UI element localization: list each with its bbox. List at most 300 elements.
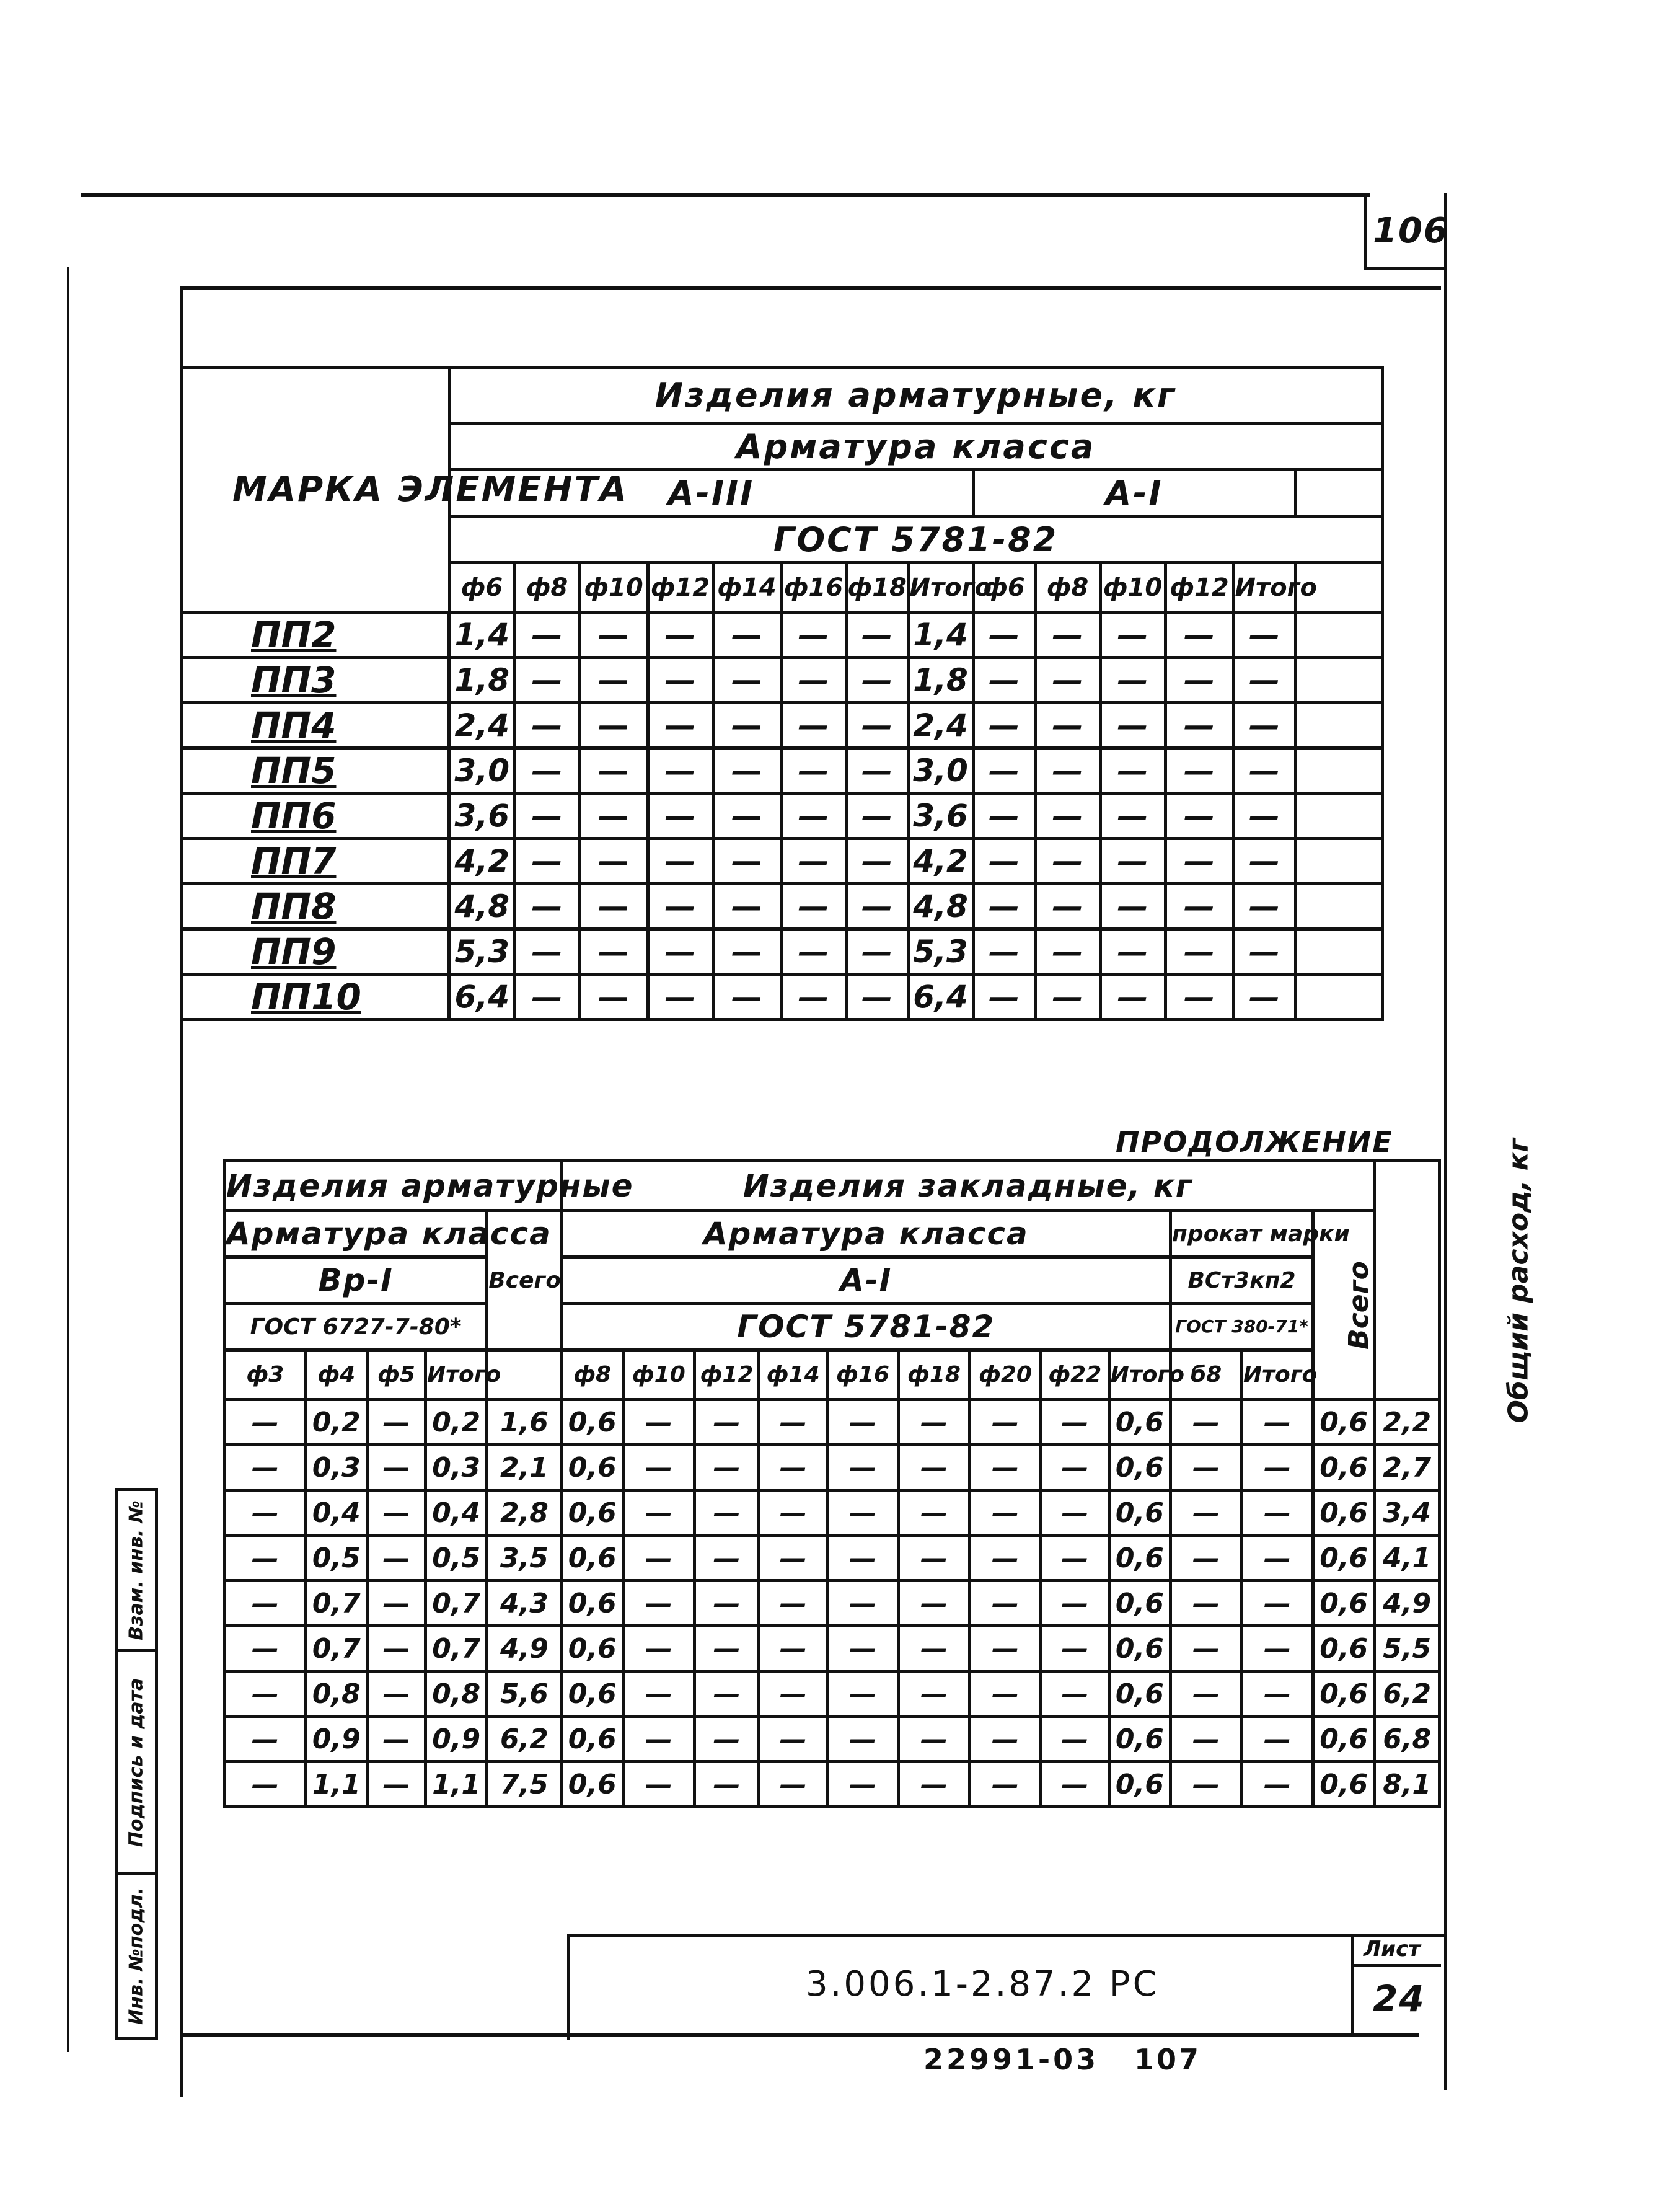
table-cell: 0,6 <box>562 1626 623 1671</box>
table-cell: 0,7 <box>426 1581 487 1626</box>
table-cell: — <box>514 613 579 658</box>
table-cell: — <box>648 703 713 748</box>
table-cell: — <box>1100 975 1165 1020</box>
class-header: Арматура класса <box>449 423 1382 470</box>
document-code: 3.006.1-2.87.2 РС <box>806 1964 1160 2004</box>
rebar-table-top <box>183 366 1384 1021</box>
table-cell: — <box>827 1717 899 1762</box>
element-mark: ПП5 <box>183 748 449 794</box>
table-cell: — <box>759 1400 827 1445</box>
table-cell: — <box>1041 1400 1109 1445</box>
table-cell: — <box>579 658 648 703</box>
table-cell: — <box>1242 1626 1313 1671</box>
footer-page-number: 107 <box>1134 2043 1202 2076</box>
table-cell: — <box>694 1490 759 1536</box>
table-cell: — <box>827 1626 899 1671</box>
table-cell: 0,6 <box>1313 1762 1374 1807</box>
element-mark: ПП8 <box>183 884 449 929</box>
gost-header: ГОСТ 5781-82 <box>449 516 1382 563</box>
table-cell: 0,6 <box>562 1717 623 1762</box>
table-cell: — <box>1171 1490 1242 1536</box>
table-cell: — <box>1100 748 1165 794</box>
table-cell: 1,8 <box>908 658 973 703</box>
table-cell: — <box>1041 1536 1109 1581</box>
table-cell: 7,5 <box>487 1762 562 1807</box>
left-class-value: Вр-I <box>225 1257 487 1304</box>
table-row <box>225 1445 1440 1490</box>
table-row <box>183 929 1382 975</box>
diameter-header: ф12 <box>1165 563 1233 613</box>
table-cell: — <box>970 1762 1041 1807</box>
table-cell: 0,6 <box>1313 1671 1374 1717</box>
left-gost: ГОСТ 6727-7-80* <box>225 1304 487 1350</box>
table-cell: 0,6 <box>1109 1762 1170 1807</box>
table-cell: — <box>1242 1445 1313 1490</box>
table-cell: — <box>759 1626 827 1671</box>
table-cell: — <box>579 703 648 748</box>
element-mark: ПП9 <box>183 929 449 975</box>
table-cell: — <box>1233 703 1295 748</box>
table-cell: 0,6 <box>1313 1400 1374 1445</box>
prokat-col-header: б8 <box>1171 1350 1242 1400</box>
diameter-header: ф10 <box>579 563 648 613</box>
empty-cell <box>1295 929 1382 975</box>
element-mark: ПП3 <box>183 658 449 703</box>
table-cell: 2,2 <box>1375 1400 1440 1445</box>
table-cell: — <box>1035 884 1100 929</box>
element-mark: ПП4 <box>183 703 449 748</box>
diameter-header: ф6 <box>973 563 1035 613</box>
vsego-left: Всего <box>487 1211 562 1350</box>
table-cell: — <box>514 975 579 1020</box>
table-cell: 3,5 <box>487 1536 562 1581</box>
table-row <box>225 1671 1440 1717</box>
table-cell: — <box>1233 839 1295 884</box>
table-cell: — <box>1165 703 1233 748</box>
table-row <box>225 1626 1440 1671</box>
table-row <box>183 794 1382 839</box>
table-cell: 0,6 <box>562 1762 623 1807</box>
table-cell: 1,4 <box>449 613 514 658</box>
table-cell: 6,8 <box>1375 1717 1440 1762</box>
diameter-header: Итого <box>908 563 973 613</box>
diameter-header: Итого <box>1233 563 1295 613</box>
table-cell: — <box>225 1762 306 1807</box>
table-cell: 0,7 <box>306 1626 367 1671</box>
table-cell: — <box>899 1400 970 1445</box>
right-class-value: А-I <box>562 1257 1170 1304</box>
table-cell: — <box>781 613 846 658</box>
archive-number: 22991-03 <box>923 2043 1099 2076</box>
table-cell: 1,6 <box>487 1400 562 1445</box>
table-cell: 0,4 <box>426 1490 487 1536</box>
table-cell: — <box>1233 884 1295 929</box>
table-cell: — <box>846 658 908 703</box>
table-row <box>183 884 1382 929</box>
table-cell: — <box>1242 1762 1313 1807</box>
table-cell: 0,3 <box>306 1445 367 1490</box>
table-cell: 4,1 <box>1375 1536 1440 1581</box>
frame-right-line <box>1444 193 1447 2090</box>
table-cell: — <box>1165 613 1233 658</box>
table-cell: 5,6 <box>487 1671 562 1717</box>
table-cell: — <box>648 794 713 839</box>
table-cell: 0,6 <box>562 1536 623 1581</box>
table-cell: — <box>579 613 648 658</box>
table-cell: 2,4 <box>908 703 973 748</box>
table-cell: — <box>970 1400 1041 1445</box>
table-cell: — <box>970 1445 1041 1490</box>
table-cell: — <box>899 1536 970 1581</box>
table-cell: — <box>1100 613 1165 658</box>
right-class-header: Арматура класса <box>562 1211 1170 1257</box>
table-cell: 4,2 <box>908 839 973 884</box>
table-cell: — <box>1242 1581 1313 1626</box>
element-mark: ПП6 <box>183 794 449 839</box>
table-cell: — <box>846 839 908 884</box>
table-cell: — <box>367 1717 425 1762</box>
table-cell: — <box>1100 703 1165 748</box>
table-cell: — <box>713 613 781 658</box>
table-row <box>183 839 1382 884</box>
table-cell: 1,4 <box>908 613 973 658</box>
table-cell: — <box>623 1762 694 1807</box>
table-cell: — <box>694 1445 759 1490</box>
table-cell: — <box>1242 1490 1313 1536</box>
table-cell: — <box>827 1581 899 1626</box>
table-cell: 5,3 <box>908 929 973 975</box>
table-cell: 0,6 <box>562 1400 623 1445</box>
table-cell: — <box>970 1490 1041 1536</box>
table-cell: — <box>781 748 846 794</box>
table-cell: 1,1 <box>306 1762 367 1807</box>
table-cell: — <box>899 1626 970 1671</box>
stamp-inv-no-replace-text: Взам. инв. № <box>125 1500 148 1640</box>
element-mark: ПП7 <box>183 839 449 884</box>
table-cell: — <box>846 794 908 839</box>
table-cell: — <box>1035 658 1100 703</box>
diameter-header: ф18 <box>899 1350 970 1400</box>
empty-cell <box>1295 470 1382 516</box>
empty-cell <box>1295 975 1382 1020</box>
table-cell: — <box>781 884 846 929</box>
table-row <box>225 1717 1440 1762</box>
table-cell: 0,6 <box>1313 1717 1374 1762</box>
table-cell: — <box>694 1626 759 1671</box>
table-cell: — <box>1233 975 1295 1020</box>
table-cell: — <box>899 1762 970 1807</box>
table-cell: — <box>827 1490 899 1536</box>
table-cell: 6,4 <box>449 975 514 1020</box>
table-cell: — <box>759 1536 827 1581</box>
table-cell: — <box>623 1400 694 1445</box>
table-cell: 6,2 <box>487 1717 562 1762</box>
table-cell: — <box>713 929 781 975</box>
table-cell: — <box>225 1536 306 1581</box>
table-cell: 0,7 <box>306 1581 367 1626</box>
table-cell: 0,8 <box>306 1671 367 1717</box>
stamp-signature-date <box>115 1649 158 1875</box>
frame-top-line <box>81 193 1370 197</box>
table-cell: — <box>781 658 846 703</box>
table-cell: — <box>694 1762 759 1807</box>
table-cell: — <box>1041 1626 1109 1671</box>
table-cell: — <box>648 884 713 929</box>
table-cell: — <box>827 1671 899 1717</box>
table-cell: 6,2 <box>1375 1671 1440 1717</box>
table-cell: — <box>970 1581 1041 1626</box>
table-cell: — <box>759 1671 827 1717</box>
table-cell: — <box>1041 1490 1109 1536</box>
table-cell: — <box>1242 1671 1313 1717</box>
table-cell: 0,6 <box>1313 1445 1374 1490</box>
table-row <box>225 1762 1440 1807</box>
table-cell: — <box>1171 1581 1242 1626</box>
table-cell: 0,6 <box>1313 1536 1374 1581</box>
table-cell: — <box>846 703 908 748</box>
diameter-header: Итого <box>1109 1350 1170 1400</box>
diameter-header: ф18 <box>846 563 908 613</box>
empty-cell <box>1295 884 1382 929</box>
table-cell: 3,0 <box>908 748 973 794</box>
table-cell: — <box>970 1671 1041 1717</box>
table-cell: 2,8 <box>487 1490 562 1536</box>
table-cell: 0,6 <box>562 1445 623 1490</box>
table-cell: — <box>1171 1762 1242 1807</box>
table-cell: — <box>713 975 781 1020</box>
table-cell: 0,6 <box>1109 1717 1170 1762</box>
table-cell: 4,2 <box>449 839 514 884</box>
table-cell: — <box>973 658 1035 703</box>
element-mark: ПП2 <box>183 613 449 658</box>
table-cell: 0,5 <box>306 1536 367 1581</box>
element-mark: ПП10 <box>183 975 449 1020</box>
table-cell: — <box>623 1626 694 1671</box>
table-cell: — <box>623 1536 694 1581</box>
table-cell: 4,9 <box>487 1626 562 1671</box>
table-cell: — <box>623 1490 694 1536</box>
table-cell: — <box>1165 748 1233 794</box>
diameter-header: ф12 <box>648 563 713 613</box>
table-cell: — <box>973 703 1035 748</box>
table-cell: — <box>846 975 908 1020</box>
table-cell: — <box>973 929 1035 975</box>
empty-cell <box>1295 839 1382 884</box>
class-a1: А-I <box>973 470 1295 516</box>
table-cell: — <box>579 929 648 975</box>
table-cell: — <box>1165 658 1233 703</box>
table-cell: — <box>970 1717 1041 1762</box>
table-cell: — <box>1233 658 1295 703</box>
table-cell: — <box>899 1581 970 1626</box>
table-cell: 2,7 <box>1375 1445 1440 1490</box>
table-cell: — <box>1171 1400 1242 1445</box>
sheet-number: 24 <box>1373 1978 1425 2020</box>
table-cell: — <box>899 1671 970 1717</box>
table-cell: — <box>1165 929 1233 975</box>
table-cell: — <box>514 794 579 839</box>
table-cell: — <box>1165 794 1233 839</box>
table-cell: — <box>759 1762 827 1807</box>
table-cell: 3,0 <box>449 748 514 794</box>
table-cell: — <box>973 839 1035 884</box>
page-number: 106 <box>1373 211 1449 251</box>
table-cell: — <box>759 1581 827 1626</box>
diameter-header: ф8 <box>514 563 579 613</box>
table-cell: — <box>1035 839 1100 884</box>
table-cell: — <box>623 1671 694 1717</box>
table-row <box>183 703 1382 748</box>
table-cell: 6,4 <box>908 975 973 1020</box>
table-cell: — <box>367 1400 425 1445</box>
table-cell: — <box>225 1581 306 1626</box>
table-cell: — <box>827 1400 899 1445</box>
table-cell: — <box>1035 748 1100 794</box>
table-cell: 4,8 <box>449 884 514 929</box>
diameter-header: ф14 <box>759 1350 827 1400</box>
table-cell: — <box>713 703 781 748</box>
stamp-inv-no-orig-text: Инв. №подл. <box>125 1887 148 2025</box>
right-group-header: Изделия закладные, кг <box>562 1161 1375 1211</box>
table-cell: — <box>781 703 846 748</box>
table-cell: — <box>579 794 648 839</box>
table-cell: 1,8 <box>449 658 514 703</box>
table-cell: — <box>648 929 713 975</box>
table-cell: — <box>1100 884 1165 929</box>
table-cell: — <box>1035 975 1100 1020</box>
table-cell: — <box>1041 1671 1109 1717</box>
table-cell: 0,6 <box>562 1671 623 1717</box>
table-cell: — <box>759 1717 827 1762</box>
table-cell: — <box>827 1762 899 1807</box>
diameter-header: Итого <box>426 1350 487 1400</box>
table-cell: 0,6 <box>1313 1626 1374 1671</box>
table-cell: — <box>713 748 781 794</box>
table-cell: — <box>973 613 1035 658</box>
table-cell: — <box>781 975 846 1020</box>
table-cell: 5,3 <box>449 929 514 975</box>
table-cell: — <box>1171 1536 1242 1581</box>
table-cell: — <box>579 884 648 929</box>
table-cell: 2,4 <box>449 703 514 748</box>
empty-cell <box>1295 613 1382 658</box>
table-cell: — <box>367 1626 425 1671</box>
table-cell: — <box>899 1490 970 1536</box>
table-cell: — <box>648 975 713 1020</box>
table-cell: — <box>827 1445 899 1490</box>
table-cell: — <box>973 794 1035 839</box>
table-cell: — <box>225 1490 306 1536</box>
table-cell: — <box>514 884 579 929</box>
total-header-text: Общий расход, кг <box>1502 1137 1535 1423</box>
group-header: Изделия арматурные, кг <box>449 368 1382 423</box>
left-class-header: Арматура класса <box>225 1211 487 1257</box>
table-cell: — <box>623 1717 694 1762</box>
table-cell: — <box>1100 794 1165 839</box>
table-cell: 0,9 <box>426 1717 487 1762</box>
diameter-header: ф6 <box>449 563 514 613</box>
table-cell: — <box>225 1626 306 1671</box>
table-cell: 1,1 <box>426 1762 487 1807</box>
table-cell: — <box>781 794 846 839</box>
continuation-label: ПРОДОЛЖЕНИЕ <box>1116 1125 1393 1159</box>
table-cell: 0,6 <box>1109 1626 1170 1671</box>
table-row <box>183 748 1382 794</box>
table-row <box>225 1581 1440 1626</box>
table-cell: — <box>970 1536 1041 1581</box>
table-cell: — <box>225 1717 306 1762</box>
empty-cell <box>1295 748 1382 794</box>
table-cell: — <box>225 1400 306 1445</box>
inner-frame-top <box>180 286 1441 290</box>
table-cell: — <box>694 1717 759 1762</box>
table-cell: — <box>1242 1536 1313 1581</box>
table-cell: — <box>970 1626 1041 1671</box>
table-cell: — <box>1171 1626 1242 1671</box>
table-cell: — <box>1035 794 1100 839</box>
table-cell: — <box>1035 703 1100 748</box>
table-cell: — <box>579 748 648 794</box>
empty-cell <box>1295 794 1382 839</box>
table-cell: 0,5 <box>426 1536 487 1581</box>
table-cell: — <box>781 929 846 975</box>
empty-cell <box>1295 703 1382 748</box>
table-cell: 0,3 <box>426 1445 487 1490</box>
table-cell: — <box>713 839 781 884</box>
table-cell: — <box>648 839 713 884</box>
frame-left-line <box>67 267 69 2052</box>
diameter-header: ф16 <box>827 1350 899 1400</box>
table-cell: — <box>225 1445 306 1490</box>
diameter-header: ф12 <box>694 1350 759 1400</box>
table-cell: 0,2 <box>306 1400 367 1445</box>
table-row <box>225 1536 1440 1581</box>
table-cell: 4,8 <box>908 884 973 929</box>
diameter-header: ф10 <box>623 1350 694 1400</box>
table-cell: — <box>623 1581 694 1626</box>
table-cell: — <box>367 1490 425 1536</box>
table-cell: — <box>973 884 1035 929</box>
table-cell: — <box>514 703 579 748</box>
table-cell: 0,6 <box>562 1490 623 1536</box>
table-row <box>225 1400 1440 1445</box>
table-cell: 8,1 <box>1375 1762 1440 1807</box>
table-cell: 0,2 <box>426 1400 487 1445</box>
table-cell: — <box>899 1445 970 1490</box>
table-cell: 3,4 <box>1375 1490 1440 1536</box>
bottom-diameter-row <box>225 1350 1440 1400</box>
table-row <box>183 975 1382 1020</box>
diameter-header: ф8 <box>562 1350 623 1400</box>
table-cell: — <box>1100 658 1165 703</box>
table-cell: — <box>514 839 579 884</box>
table-cell: — <box>367 1762 425 1807</box>
table-cell: — <box>846 884 908 929</box>
table-cell: — <box>623 1445 694 1490</box>
table-cell: 0,9 <box>306 1717 367 1762</box>
table-cell: 0,6 <box>1313 1581 1374 1626</box>
table-cell: — <box>1171 1445 1242 1490</box>
stamp-inv-no-orig <box>115 1872 158 2040</box>
diameter-header: ф22 <box>1041 1350 1109 1400</box>
table-cell: — <box>1041 1445 1109 1490</box>
table-cell: — <box>1165 839 1233 884</box>
table-cell: 4,3 <box>487 1581 562 1626</box>
table-cell: — <box>1242 1400 1313 1445</box>
table-cell: — <box>1165 975 1233 1020</box>
table-cell: — <box>367 1581 425 1626</box>
table-cell: — <box>1165 884 1233 929</box>
